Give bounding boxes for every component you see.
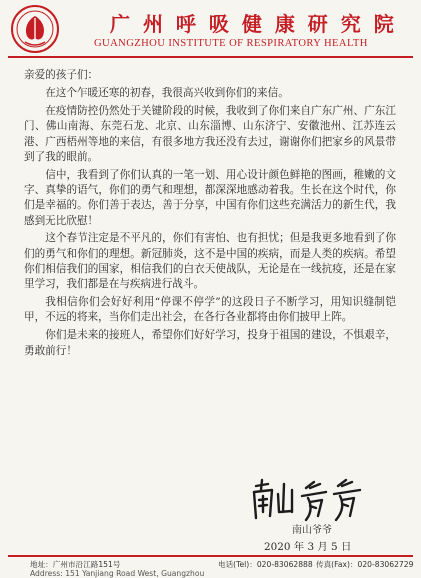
footer-fax: 传真(Fax)：020-83062729 bbox=[316, 560, 414, 569]
letter-footer bbox=[0, 557, 421, 578]
letter-date: 2020 年 3 月 5 日 bbox=[264, 541, 352, 553]
signature-name: 南山爷爷 bbox=[292, 525, 332, 536]
letter-paragraph-2: 在疫情防控仍然处于关键阶段的时候，我收到了你们来自广东广州、广东江门、佛山南海、东莞石龙、北京、山东淄博、山东济宁、安徽池州、江苏连云港、广西梧州等地的来信，有很多地方我还没有去过，谢谢你们把家乡的风景带到了我的眼前。 bbox=[24, 105, 396, 163]
letter-paragraph-6: 你们是未来的接班人，希望你们好好学习，投身于祖国的建设，不惧艰辛，勇敢前行！ bbox=[24, 329, 396, 357]
institute-name-en: GUANGZHOU INSTITUTE OF RESPIRATORY HEALTH bbox=[94, 38, 368, 49]
letterhead bbox=[0, 0, 421, 62]
institute-emblem-icon bbox=[10, 4, 60, 54]
footer-telephone: 电话(Tel)：020-83062888 bbox=[218, 560, 313, 569]
letter-paragraph-4: 这个春节注定是不平凡的，你们有害怕、也有担忧；但是我更多地看到了你们的勇气和你们的理想。新冠肺炎，这不是中国的疾病，而是人类的疾病。希望你们相信我们的国家，相信我们的白衣天使战队，无论是在一线抗疫，还是在家里学习，我们都是在与疾病进行战斗。 bbox=[24, 232, 396, 291]
letter-body bbox=[24, 68, 396, 361]
letter-paragraph-5: 我相信你们会好好利用“停课不停学”的这段日子不断学习，用知识缝制铠甲，不远的将来，当你们走出社会，在各行各业都将由你们披甲上阵。 bbox=[24, 296, 396, 324]
letter-paragraph-3: 信中，我看到了你们认真的一笔一划、用心设计颜色鲜艳的图画，稚嫩的文字、真挚的语气，你们的勇气和理想，都深深地感动着我。生长在这个时代，你们是幸福的。你们善于表达，善于分享，中国有你们这些充满活力的新生代，我感到无比欣慰！ bbox=[24, 168, 396, 227]
letter-paragraph-1: 在这个乍暖还寒的初春，我很高兴收到你们的来信。 bbox=[45, 87, 289, 100]
letter-greeting: 亲爱的孩子们： bbox=[24, 69, 99, 81]
handwritten-signature bbox=[248, 476, 368, 526]
footer-address-en: Address: 151 Yanjiang Road West, Guangzhou bbox=[30, 569, 205, 578]
footer-address: 地址：广州市沿江路151号 bbox=[30, 560, 121, 569]
header-divider bbox=[8, 56, 413, 58]
institute-name-cn: 广 州 呼 吸 健 康 研 究 院 bbox=[110, 12, 397, 36]
